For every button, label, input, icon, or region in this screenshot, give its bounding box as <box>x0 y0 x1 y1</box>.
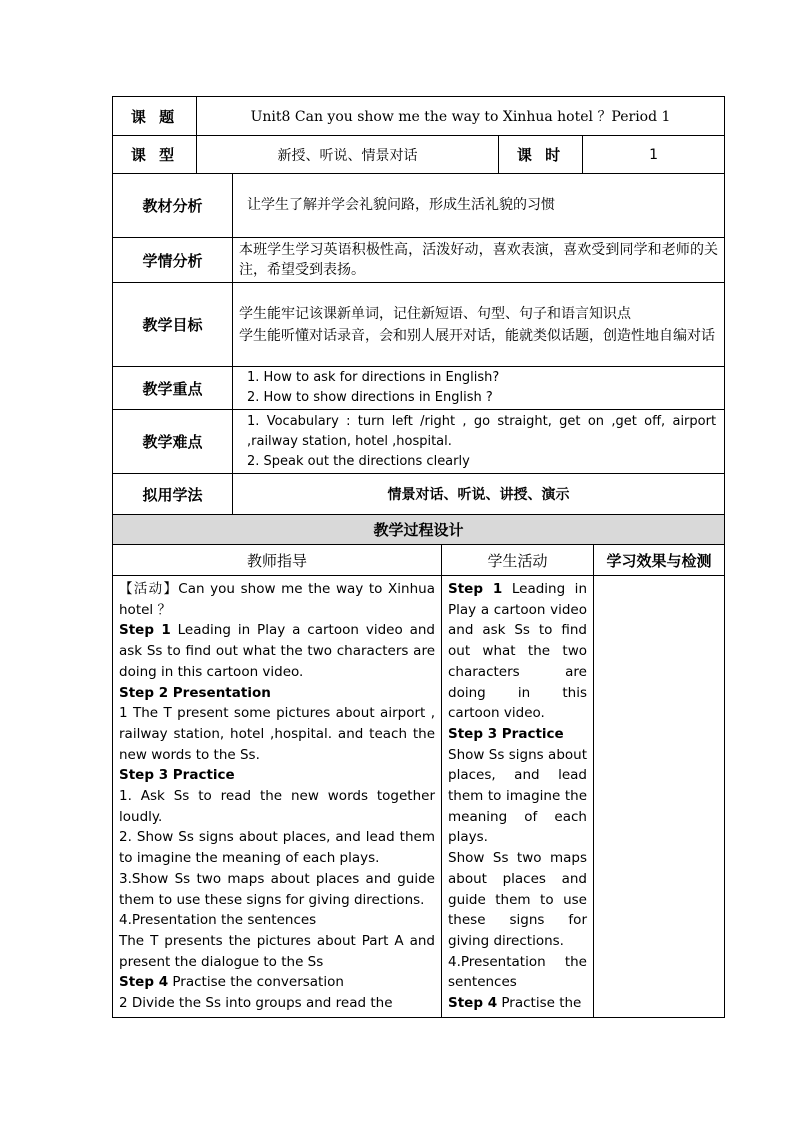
process-header-row <box>113 545 725 576</box>
student-step-1-text: Leading in Play a cartoon video and ask Ss to find out what the two characters are doing in this cartoon video. <box>448 581 587 722</box>
process-table <box>112 544 725 1018</box>
col-teacher-header: 教师指导 <box>113 545 442 576</box>
teacher-step-1 <box>119 620 435 682</box>
material-row <box>113 174 725 238</box>
teacher-step-3-item-5: The T presents the pictures about Part A and present the dialogue to the Ss <box>119 932 435 970</box>
student-step-1-head: Step 1 <box>448 581 503 597</box>
goals-line-1: 学生能牢记该课新单词，记住新短语、句型、句子和语言知识点 <box>239 305 631 322</box>
teacher-activity-title: 【活动】Can you show me the way to Xinhua hotel ？ <box>119 581 435 618</box>
type-value: 新授、听说、情景对话 <box>197 136 499 174</box>
teacher-step-4-item-2: 2 Divide the Ss into groups and read the <box>119 995 393 1012</box>
type-label: 课 型 <box>113 136 197 174</box>
student-activity-cell <box>442 576 594 1018</box>
col-effect-header: 学习效果与检测 <box>594 545 725 576</box>
teacher-step-1-head: Step 1 <box>119 622 171 639</box>
method-text: 情景对话、听说、讲授、演示 <box>233 474 725 515</box>
students-row <box>113 238 725 283</box>
goals-label: 教学目标 <box>113 283 233 367</box>
teacher-step-1-text: Leading in Play a cartoon video and ask Ss to find out what the two characters are doing in this cartoon video. <box>119 622 436 680</box>
student-step-3-head: Step 3 Practice <box>448 725 564 742</box>
key-text <box>233 367 725 410</box>
lesson-plan-table <box>112 96 725 545</box>
teacher-step-2-text: 1 The T present some pictures about airport , railway station, hotel ,hospital. and teach the new words to the Ss. <box>119 705 435 763</box>
process-body-row <box>113 576 725 1018</box>
teacher-step-2-head: Step 2 Presentation <box>119 684 271 701</box>
material-text: 让学生了解并学会礼貌问路，形成生活礼貌的习惯 <box>233 174 725 238</box>
hours-value: 1 <box>583 136 725 174</box>
goals-line-2: 学生能听懂对话录音，会和别人展开对话，能就类似话题，创造性地自编对话 <box>239 327 715 344</box>
effect-check-cell <box>594 576 725 1018</box>
teacher-step-4-head: Step 4 <box>119 974 169 991</box>
topic-row <box>113 97 725 136</box>
teacher-step-3-item-4: 4.Presentation the sentences <box>119 912 317 929</box>
key-row <box>113 367 725 410</box>
teacher-step-4 <box>119 972 435 993</box>
topic-label: 课 题 <box>113 97 197 136</box>
lesson-plan-document <box>112 96 724 1018</box>
teacher-guidance-cell <box>113 576 442 1018</box>
method-label: 拟用学法 <box>113 474 233 515</box>
process-band-row <box>113 515 725 545</box>
difficult-text <box>233 410 725 474</box>
material-label: 教材分析 <box>113 174 233 238</box>
student-step-1 <box>448 579 587 724</box>
hours-label: 课 时 <box>499 136 583 174</box>
student-step-3-text-2: Show Ss two maps about places and guide them to use these signs for giving directions. <box>448 850 587 949</box>
student-step-4 <box>448 993 587 1014</box>
student-step-4-text: Practise the <box>497 995 582 1012</box>
method-row <box>113 474 725 515</box>
difficult-line-2: 2. Speak out the directions clearly <box>247 453 470 469</box>
goals-row <box>113 283 725 367</box>
type-row <box>113 136 725 174</box>
teacher-step-3-item-3: 3.Show Ss two maps about places and guide them to use these signs for giving directions. <box>119 870 435 908</box>
difficult-row <box>113 410 725 474</box>
topic-value: Unit8 Can you show me the way to Xinhua hotel ？Period 1 <box>197 97 725 136</box>
teacher-step-3-item-1: 1. Ask Ss to read the new words together loudly. <box>119 788 435 825</box>
difficult-line-1: 1. Vocabulary : turn left /right , go straight, get on ,get off, airport ,railway station, hotel ,hospital. <box>247 413 717 449</box>
students-text: 本班学生学习英语积极性高，活泼好动，喜欢表演，喜欢受到同学和老师的关注，希望受到表扬。 <box>233 238 725 283</box>
teacher-step-3-item-2: 2. Show Ss signs about places, and lead them to imagine the meaning of each plays. <box>119 829 435 867</box>
difficult-label: 教学难点 <box>113 410 233 474</box>
student-step-3-item-4: 4.Presentation the sentences <box>448 953 587 991</box>
key-label: 教学重点 <box>113 367 233 410</box>
key-line-2: 2. How to show directions in English ? <box>247 390 493 405</box>
student-step-3-text: Show Ss signs about places, and lead them to imagine the meaning of each plays. <box>448 746 587 846</box>
col-student-header: 学生活动 <box>442 545 594 576</box>
student-step-4-head: Step 4 <box>448 995 498 1012</box>
goals-text <box>233 283 725 367</box>
key-line-1: 1. How to ask for directions in English? <box>247 370 500 385</box>
process-band-title: 教学过程设计 <box>113 515 725 545</box>
teacher-step-4-text: Practise the conversation <box>168 974 344 991</box>
teacher-step-3-head: Step 3 Practice <box>119 767 235 784</box>
students-label: 学情分析 <box>113 238 233 283</box>
